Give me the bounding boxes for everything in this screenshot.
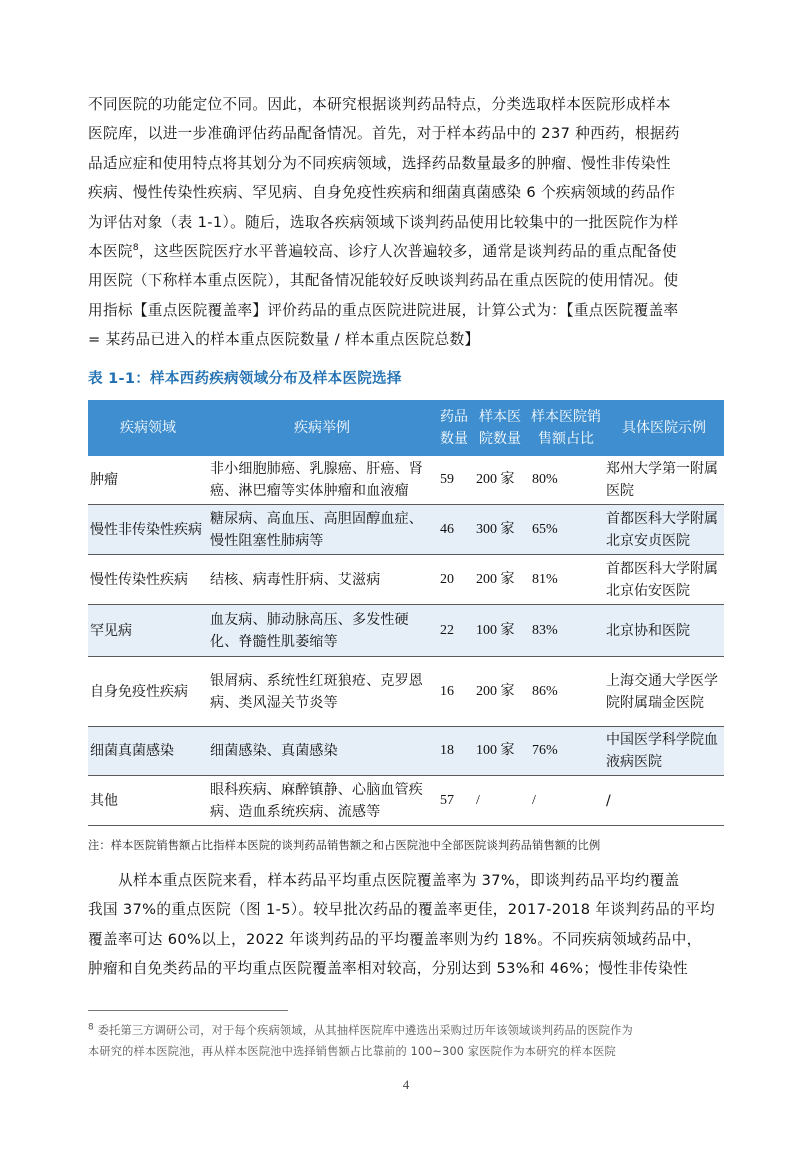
hospitals-cell: 100 家 [472,605,528,657]
text-line: 疾病、慢性传染性疾病、罕见病、自身免疫性疾病和细菌真菌感染 6 个疾病领域的药品作 [88,184,676,202]
column-header: 疾病领域 [88,400,208,456]
examples-cell: 结核、病毒性肝病、艾滋病 [208,555,436,605]
disease-domain-table [88,400,724,826]
count-cell: 16 [436,657,472,727]
footnote-line [88,1020,738,1041]
domain-cell: 其他 [88,776,208,826]
count-cell: 46 [436,505,472,555]
table-header-row [88,400,724,456]
count-cell: 18 [436,727,472,776]
example-hospital-cell: 北京协和医院 [604,605,724,657]
body-paragraph [88,866,728,984]
example-hospital-cell: 首都医科大学附属北京安贞医院 [604,505,724,555]
example-hospital-cell: 首都医科大学附属北京佑安医院 [604,555,724,605]
column-header: 具体医院示例 [604,400,724,456]
examples-cell: 非小细胞肺癌、乳腺癌、肝癌、肾癌、淋巴瘤等实体肿瘤和血液瘤 [208,456,436,505]
intro-paragraph [88,90,728,355]
example-hospital-cell: 中国医学科学院血液病医院 [604,727,724,776]
table-note: 注：样本医院销售额占比指样本医院的谈判药品销售额之和占医院池中全部医院谈判药品销售额的比例 [88,839,601,852]
page-number: 4 [402,1077,410,1092]
domain-cell: 细菌真菌感染 [88,727,208,776]
table-row [88,727,724,776]
text-line: 从样本重点医院来看，样本药品平均重点医院覆盖率为 37%，即谈判药品平均约覆盖 [118,872,680,889]
text-line: = 某药品已进入的样本重点医院数量 / 样本重点医院总数】 [88,331,480,349]
domain-cell: 慢性非传染性疾病 [88,505,208,555]
footnote-reference[interactable]: 8 [132,243,139,254]
column-header: 药品数量 [436,400,472,456]
text-line: 覆盖率可达 60%以上，2022 年谈判药品的平均覆盖率则为约 18%。不同疾病领域药品中， [88,930,702,948]
count-cell: 59 [436,456,472,505]
examples-cell: 血友病、肺动脉高压、多发性硬化、脊髓性肌萎缩等 [208,605,436,657]
hospitals-cell: / [472,776,528,826]
text-line: 不同医院的功能定位不同。因此，本研究根据谈判药品特点，分类选取样本医院形成样本 [88,96,671,113]
hospitals-cell: 300 家 [472,505,528,555]
hospitals-cell: 200 家 [472,456,528,505]
examples-cell: 糖尿病、高血压、高胆固醇血症、慢性阻塞性肺病等 [208,505,436,555]
examples-cell: 银屑病、系统性红斑狼疮、克罗恩病、类风湿关节炎等 [208,657,436,727]
share-cell: / [528,776,604,826]
column-header: 疾病举例 [208,400,436,456]
footnote-divider [88,1010,288,1011]
share-cell: 76% [528,727,604,776]
share-cell: 86% [528,657,604,727]
text-fragment: 本医院 [88,243,133,261]
example-hospital-cell: / [604,776,724,826]
table-row [88,456,724,505]
text-line: 肿瘤和自免类药品的平均重点医院覆盖率相对较高，分别达到 53%和 46%；慢性非传染性 [88,960,688,978]
hospitals-cell: 200 家 [472,555,528,605]
example-hospital-cell: 郑州大学第一附属医院 [604,456,724,505]
footnote-mark: 8 [88,1022,94,1033]
text-line: 医院库，以进一步准确评估药品配备情况。首先，对于样本药品中的 237 种西药，根据药 [88,125,680,143]
table-row [88,776,724,826]
share-cell: 65% [528,505,604,555]
examples-cell: 眼科疾病、麻醉镇静、心脑血管疾病、造血系统疾病、流感等 [208,776,436,826]
example-hospital-cell: 上海交通大学医学院附属瑞金医院 [604,657,724,727]
count-cell: 22 [436,605,472,657]
text-fragment: ，这些医院医疗水平普遍较高、诊疗人次普遍较多，通常是谈判药品的重点配备使 [138,243,677,261]
share-cell: 83% [528,605,604,657]
count-cell: 57 [436,776,472,826]
text-line: 用医院（下称样本重点医院），其配备情况能较好反映谈判药品在重点医院的使用情况。使 [88,272,679,290]
share-cell: 81% [528,555,604,605]
table-row [88,657,724,727]
domain-cell: 肿瘤 [88,456,208,505]
text-line: 为评估对象（表 1-1）。随后，选取各疾病领域下谈判药品使用比较集中的一批医院作为样 [88,213,679,231]
table-caption: 表 1-1：样本西药疾病领域分布及样本医院选择 [88,371,402,387]
table-row [88,555,724,605]
domain-cell: 自身免疫性疾病 [88,657,208,727]
text-fragment: 委托第三方调研公司，对于每个疾病领域，从其抽样医院库中遴选出采购过历年该领域谈判药品的医院作为 [97,1024,633,1037]
hospitals-cell: 100 家 [472,727,528,776]
hospitals-cell: 200 家 [472,657,528,727]
table-row [88,505,724,555]
count-cell: 20 [436,555,472,605]
text-line: 用指标【重点医院覆盖率】评价药品的重点医院进院进展，计算公式为：【重点医院覆盖率 [88,301,679,319]
column-header: 样本医院数量 [472,400,528,456]
text-line: 我国 37%的重点医院（图 1-5）。较早批次药品的覆盖率更佳，2017-2018 年谈判药品的平均 [88,901,715,919]
text-line [88,237,728,266]
column-header: 样本医院销售额占比 [528,400,604,456]
domain-cell: 慢性传染性疾病 [88,555,208,605]
share-cell: 80% [528,456,604,505]
footnote [88,1020,738,1062]
text-line: 品适应症和使用特点将其划分为不同疾病领域，选择药品数量最多的肿瘤、慢性非传染性 [88,154,671,172]
examples-cell: 细菌感染、真菌感染 [208,727,436,776]
footnote-line: 本研究的样本医院池，再从样本医院池中选择销售额占比靠前的 100~300 家医院作为本研究的样本医院 [88,1045,616,1058]
table-row [88,605,724,657]
domain-cell: 罕见病 [88,605,208,657]
